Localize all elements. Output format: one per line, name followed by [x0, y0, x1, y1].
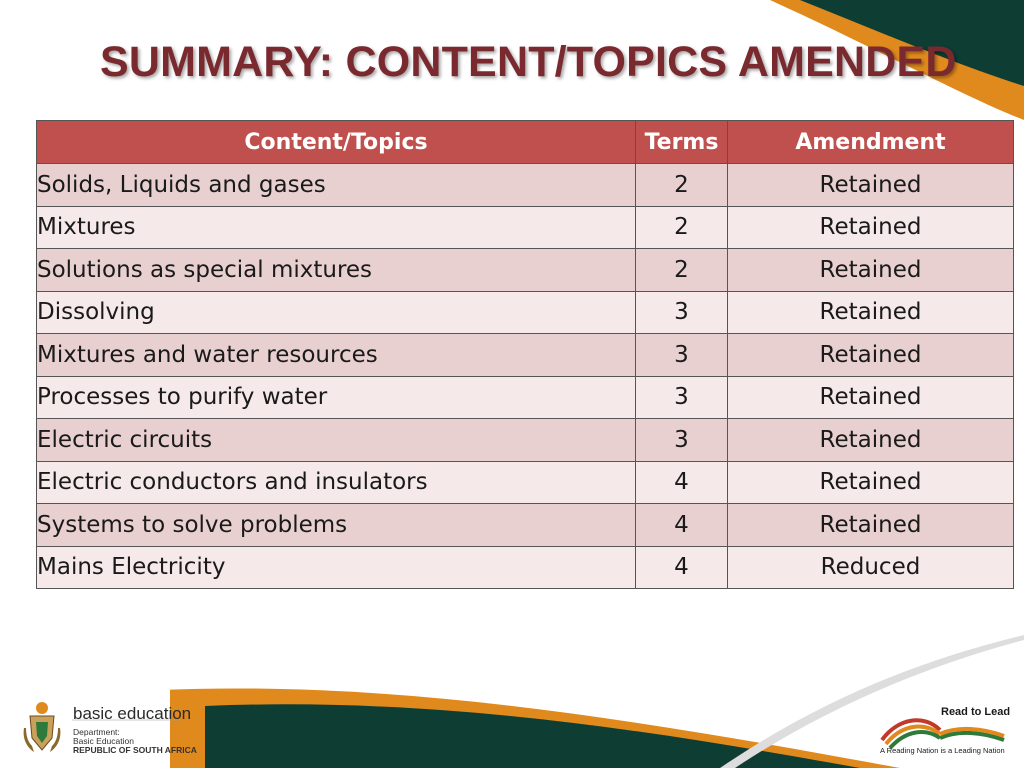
table-row	[37, 206, 1014, 249]
table-row	[37, 461, 1014, 504]
terms-cell: 2	[636, 206, 728, 249]
dbe-logo-line1: Department:	[73, 727, 120, 737]
amendment-cell: Retained	[728, 291, 1014, 334]
amendment-cell: Reduced	[728, 546, 1014, 589]
amendment-cell: Retained	[728, 334, 1014, 377]
table-row	[37, 546, 1014, 589]
table-row	[37, 249, 1014, 292]
table-row	[37, 419, 1014, 462]
amendment-cell: Retained	[728, 376, 1014, 419]
amendment-cell: Retained	[728, 504, 1014, 547]
topic-cell: Systems to solve problems	[37, 504, 636, 547]
dbe-logo-line2: Basic Education	[73, 736, 134, 746]
terms-cell: 3	[636, 291, 728, 334]
terms-cell: 4	[636, 504, 728, 547]
amendment-cell: Retained	[728, 419, 1014, 462]
table-header-row	[37, 121, 1014, 164]
rtl-logo-title: Read to Lead	[941, 706, 1011, 718]
table-row	[37, 164, 1014, 207]
topic-cell: Dissolving	[37, 291, 636, 334]
dbe-logo-line3: REPUBLIC OF SOUTH AFRICA	[73, 745, 197, 755]
terms-cell: 3	[636, 419, 728, 462]
dbe-logo-name: basic education	[73, 704, 192, 723]
topic-cell: Mixtures and water resources	[37, 334, 636, 377]
topic-cell: Electric circuits	[37, 419, 636, 462]
topic-cell: Solutions as special mixtures	[37, 249, 636, 292]
rtl-logo-slogan: A Reading Nation is a Leading Nation	[880, 746, 1005, 755]
amendment-cell: Retained	[728, 461, 1014, 504]
header-amendment: Amendment	[728, 121, 1014, 164]
header-terms: Terms	[636, 121, 728, 164]
amendment-cell: Retained	[728, 164, 1014, 207]
terms-cell: 2	[636, 164, 728, 207]
table-row	[37, 334, 1014, 377]
topic-cell: Mixtures	[37, 206, 636, 249]
header-topics: Content/Topics	[37, 121, 636, 164]
table-row	[37, 376, 1014, 419]
amendment-cell: Retained	[728, 249, 1014, 292]
terms-cell: 3	[636, 334, 728, 377]
table-row	[37, 291, 1014, 334]
slide-title: SUMMARY: CONTENT/TOPICS AMENDED	[100, 38, 957, 86]
topic-cell: Electric conductors and insulators	[37, 461, 636, 504]
terms-cell: 3	[636, 376, 728, 419]
terms-cell: 4	[636, 546, 728, 589]
topic-cell: Processes to purify water	[37, 376, 636, 419]
terms-cell: 4	[636, 461, 728, 504]
summary-table	[36, 120, 1014, 589]
topic-cell: Mains Electricity	[37, 546, 636, 589]
table-row	[37, 504, 1014, 547]
amendment-cell: Retained	[728, 206, 1014, 249]
topic-cell: Solids, Liquids and gases	[37, 164, 636, 207]
terms-cell: 2	[636, 249, 728, 292]
